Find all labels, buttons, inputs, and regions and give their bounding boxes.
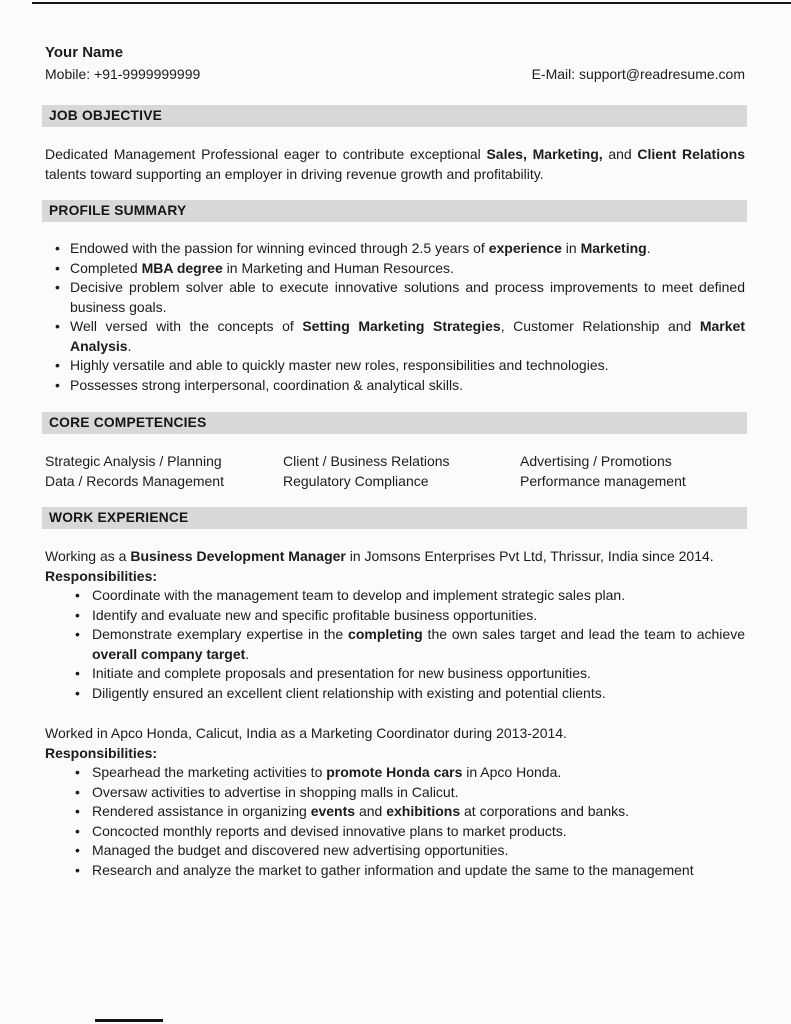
profile-summary-list: [45, 239, 745, 395]
mobile-number: Mobile: +91-9999999999: [45, 66, 201, 82]
profile-summary-item: • Completed MBA degree in Marketing and Human Resources.: [55, 259, 745, 279]
section-header-job-objective: JOB OBJECTIVE: [42, 105, 747, 127]
responsibility-item: • Demonstrate exemplary expertise in the completing the own sales target and lead the team to achieve overall company target.: [75, 625, 745, 664]
section-header-profile-summary: PROFILE SUMMARY: [42, 200, 747, 222]
profile-summary-item: • Well versed with the concepts of Setting Marketing Strategies, Customer Relationship and Market Analysis.: [55, 317, 745, 356]
responsibility-item: • Concocted monthly reports and devised innovative plans to market products.: [75, 822, 745, 842]
experience-intro: Working as a Business Development Manager in Jomsons Enterprises Pvt Ltd, Thrissur, India since 2014.: [45, 548, 714, 564]
job-objective-paragraph: Dedicated Management Professional eager to contribute exceptional Sales, Marketing, and Client Relations talents toward supporting an employer in driving revenue growth and profitability.: [45, 146, 745, 182]
responsibility-item: • Coordinate with the management team to develop and implement strategic sales plan.: [75, 586, 745, 606]
profile-summary-item: • Endowed with the passion for winning evinced through 2.5 years of experience in Marketing.: [55, 239, 745, 259]
responsibility-item: • Managed the budget and discovered new advertising opportunities.: [75, 841, 745, 861]
scan-artifact-bottom-dash: [95, 1019, 163, 1022]
responsibility-item: • Identify and evaluate new and specific profitable business opportunities.: [75, 606, 745, 626]
section-header-core-competencies: CORE COMPETENCIES: [42, 412, 747, 434]
responsibilities-label: Responsibilities:: [45, 567, 158, 584]
experience-block-apco-honda: [45, 724, 745, 880]
section-header-work-experience: WORK EXPERIENCE: [42, 507, 747, 529]
email-address: E-Mail: support@readresume.com: [531, 66, 745, 82]
competency-item: Data / Records Management: [45, 472, 224, 489]
responsibilities-list: [45, 763, 745, 880]
responsibility-item: • Diligently ensured an excellent client relationship with existing and potential clients.: [75, 684, 745, 704]
competency-item: Advertising / Promotions: [520, 453, 672, 469]
competency-item: Client / Business Relations: [283, 453, 450, 469]
person-name: Your Name: [45, 44, 124, 61]
experience-block-jomsons: [45, 547, 745, 703]
experience-intro: Worked in Apco Honda, Calicut, India as a Marketing Coordinator during 2013-2014.: [45, 725, 567, 741]
responsibility-item: • Spearhead the marketing activities to promote Honda cars in Apco Honda.: [75, 763, 745, 783]
responsibility-item: • Research and analyze the market to gather information and update the same to the management: [75, 861, 745, 881]
responsibilities-list: [45, 586, 745, 703]
competency-item: Performance management: [520, 472, 686, 489]
responsibilities-label: Responsibilities:: [45, 744, 158, 761]
resume-page: [45, 44, 745, 880]
profile-summary-item: • Possesses strong interpersonal, coordination & analytical skills.: [55, 376, 745, 396]
competency-item: Strategic Analysis / Planning: [45, 453, 222, 469]
competency-item: Regulatory Compliance: [283, 472, 429, 489]
responsibility-item: • Oversaw activities to advertise in shopping malls in Calicut.: [75, 783, 745, 803]
profile-summary-item: • Highly versatile and able to quickly master new roles, responsibilities and technologies.: [55, 356, 745, 376]
responsibility-item: • Initiate and complete proposals and presentation for new business opportunities.: [75, 664, 745, 684]
contact-row: [45, 64, 745, 84]
scan-artifact-top-line: [32, 2, 791, 4]
core-competencies-grid: [45, 452, 745, 491]
responsibility-item: • Rendered assistance in organizing events and exhibitions at corporations and banks.: [75, 802, 745, 822]
profile-summary-item: • Decisive problem solver able to execute innovative solutions and process improvements to meet defined business goals.: [55, 278, 745, 317]
